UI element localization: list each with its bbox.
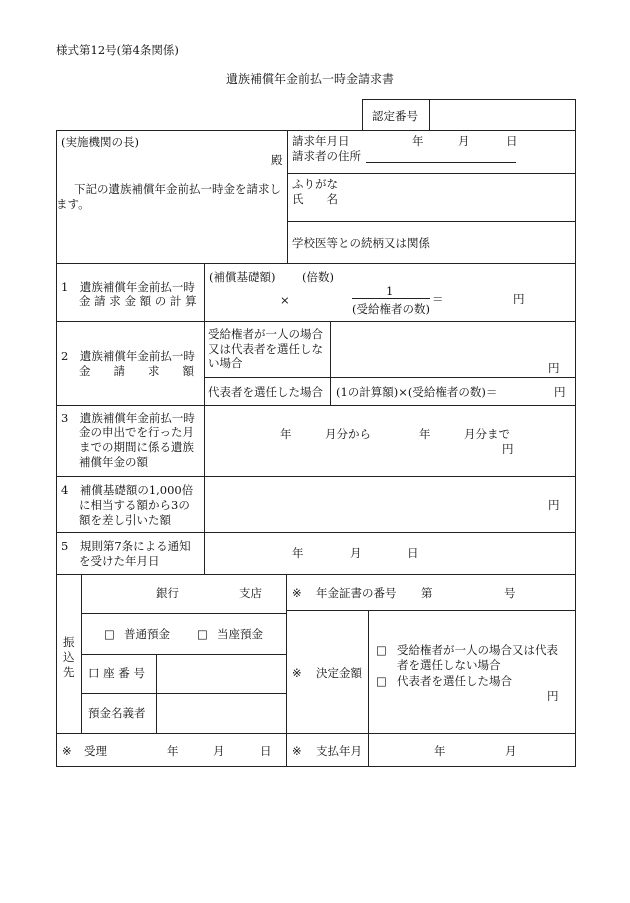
account-number-field[interactable] <box>158 656 284 691</box>
row4-label-2: に相当する額から3の <box>79 498 190 512</box>
row3-to-label: 月分まで <box>464 427 510 441</box>
row5-label-2: を受けた年月日 <box>79 554 160 568</box>
row3-from-label: 月分から <box>325 427 371 441</box>
received-mark: ※ <box>62 744 72 758</box>
futsu-checkbox[interactable]: □ <box>104 627 115 641</box>
furikomi-char-1: 振 <box>63 635 75 649</box>
row2-yen: 円 <box>548 361 560 375</box>
multiplier-label: (倍数) <box>302 270 334 284</box>
pension-mark: ※ <box>292 586 302 600</box>
relation-label: 学校医等との続柄又は関係 <box>292 236 430 250</box>
row3-label-1: 3 遺族補償年金前払一時 <box>61 411 195 425</box>
paid-year: 年 <box>434 744 446 758</box>
option2-checkbox[interactable]: □ <box>376 674 387 688</box>
row3-yen: 円 <box>502 442 514 456</box>
case1-line1: 受給権者が一人の場合 <box>208 327 323 341</box>
received-label: 受理 <box>84 744 107 758</box>
cert-number-field[interactable] <box>431 101 573 128</box>
paid-month: 月 <box>505 744 517 758</box>
row2-label-1: 2 遺族補償年金前払一時 <box>61 349 195 363</box>
row2-label-2: 金 請 求 額 <box>79 364 194 378</box>
furigana-label: ふりがな <box>292 177 338 191</box>
pension-number-label: 年金証書の番号 <box>316 586 397 600</box>
row3-label-3: までの期間に係る遺族 <box>79 440 194 454</box>
row5-year: 年 <box>292 546 304 560</box>
account-holder-label: 預金名義者 <box>88 706 146 720</box>
received-year: 年 <box>167 744 179 758</box>
equals-sign: ＝ <box>432 292 444 306</box>
case1-line2: 又は代表者を選任しな <box>208 342 323 356</box>
pension-go: 号 <box>504 586 516 600</box>
decided-mark: ※ <box>292 666 302 680</box>
row3-year-to: 年 <box>419 427 431 441</box>
futsu-label: 普通預金 <box>124 627 170 641</box>
row5-day: 日 <box>407 546 419 560</box>
row3-label-4: 補償年金の額 <box>79 455 148 469</box>
received-day: 日 <box>260 744 272 758</box>
row1-label-1: 1 遺族補償年金前払一時 <box>61 280 195 294</box>
option1-checkbox[interactable]: □ <box>376 643 387 657</box>
row2-yen-2: 円 <box>554 385 566 399</box>
account-holder-field[interactable] <box>158 695 284 731</box>
fraction-denominator: (受給権者の数) <box>352 302 430 316</box>
option2-label: 代表者を選任した場合 <box>397 674 512 688</box>
request-text-2: ます。 <box>56 197 90 211</box>
case2-label: 代表者を選任した場合 <box>208 385 323 399</box>
row4-label-1: 4 補償基礎額の1,000倍 <box>61 483 194 497</box>
claim-day-label: 日 <box>506 134 518 148</box>
option1-line1: 受給権者が一人の場合又は代表 <box>397 643 558 657</box>
claim-month-label: 月 <box>458 134 470 148</box>
row5-month: 月 <box>350 546 362 560</box>
paid-mark: ※ <box>292 744 302 758</box>
base-amount-label: (補償基礎額) <box>209 270 276 284</box>
row1-label-2: 金 請 求 金 額 の 計 算 <box>79 294 197 308</box>
claim-date-label: 請求年月日 <box>292 134 350 148</box>
toza-checkbox[interactable]: □ <box>197 627 208 641</box>
address-label: 請求者の住所 <box>292 149 361 163</box>
option1-line2: 者を選任しない場合 <box>397 658 501 672</box>
address-underline[interactable] <box>366 162 516 163</box>
cert-label: 認定番号 <box>372 109 418 123</box>
row3-year-from: 年 <box>280 427 292 441</box>
fraction-bar <box>352 298 430 299</box>
furikomi-char-2: 込 <box>63 650 75 664</box>
branch-label: 支店 <box>239 586 262 600</box>
dono-label: 殿 <box>271 153 283 167</box>
toza-label: 当座預金 <box>217 627 263 641</box>
fraction-numerator: 1 <box>386 284 394 298</box>
decided-amount-label: 決定金額 <box>316 666 362 680</box>
row1-yen: 円 <box>513 292 525 306</box>
formula-text: (1の計算額)×(受給権者の数)＝ <box>336 385 498 399</box>
row4-label-3: 額を差し引いた額 <box>79 513 171 527</box>
row3-label-2: 金の申出でを行った月 <box>79 425 194 439</box>
times-sign: × <box>280 293 290 307</box>
row5-label-1: 5 規則第7条による通知 <box>61 539 191 553</box>
form-title: 遺族補償年金前払一時金請求書 <box>226 72 395 86</box>
paid-label: 支払年月 <box>316 744 362 758</box>
claim-year-label: 年 <box>412 134 424 148</box>
account-number-label: 口 座 番 号 <box>88 666 145 680</box>
form-number: 様式第12号(第4条関係) <box>56 43 179 57</box>
received-month: 月 <box>213 744 225 758</box>
name-label: 氏 名 <box>292 192 338 206</box>
furikomi-char-3: 先 <box>63 665 75 679</box>
pension-dai: 第 <box>421 586 433 600</box>
row4-yen: 円 <box>548 498 560 512</box>
decided-yen: 円 <box>547 689 559 703</box>
request-text-1: 下記の遺族補償年金前払一時金を請求し <box>74 182 281 196</box>
chief-label: (実施機関の長) <box>61 135 139 149</box>
case1-line3: い場合 <box>208 356 243 370</box>
bank-label: 銀行 <box>156 586 179 600</box>
